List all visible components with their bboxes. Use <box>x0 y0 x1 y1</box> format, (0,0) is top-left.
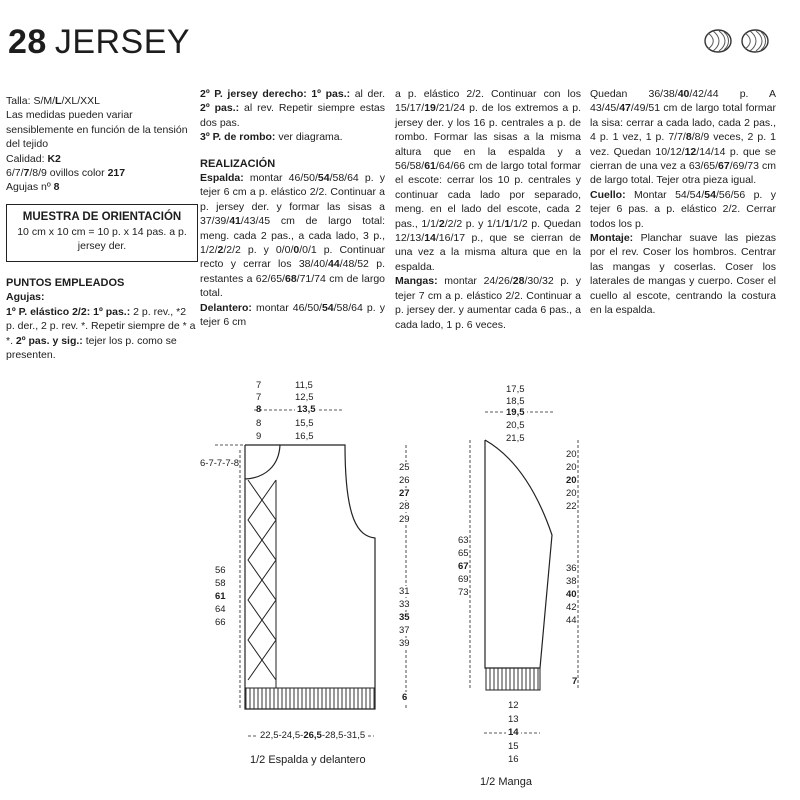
armhole-label: 25 <box>399 462 410 473</box>
stitch-1: 1º P. elástico 2/2: 1º pas.: 2 p. rev., *2 p. der., 2 p. rev. *. Repetir siempre de * a *. 2º pas. y sig.: tejer los p. como se presenten. <box>6 305 196 362</box>
body-length-label: 66 <box>215 617 226 628</box>
stitches-title: PUNTOS EMPLEADOS <box>6 277 125 289</box>
sleeve-cap-label: 20 <box>566 449 577 460</box>
sleeve-side-label: 38 <box>566 576 577 587</box>
shoulder-width-label: 16,5 <box>295 431 314 442</box>
body-width-label: 22,5-24,5-26,5-28,5-31,5 <box>260 730 366 741</box>
neck-depth-label: 6-7-7-7-8 <box>200 458 240 469</box>
sleeve-cap-label: 20 <box>566 488 577 499</box>
stitch-3: 3º P. de rombo: ver diagrama. <box>200 131 343 144</box>
body-length-label: 58 <box>215 578 226 589</box>
sleeve-side-label: 44 <box>566 615 577 626</box>
sleeve-cap-label: 22 <box>566 501 577 512</box>
sleeve-cap-label: 20 <box>566 462 577 473</box>
stitch-2: 2º P. jersey derecho: 1º pas.: al der. 2º pas.: al rev. Repetir siempre estas dos pas. <box>200 88 385 129</box>
sleeve-length-label: 67 <box>458 561 469 572</box>
realizacion-title: REALIZACIÓN <box>200 157 276 170</box>
neck-instructions: Cuello: Montar 54/54/54/56/56 p. y tejer 6 pas. a p. elástico 2/2. Cerrar todos los p. <box>590 188 776 230</box>
sleeve-rib-label: 7 <box>572 676 578 687</box>
rib-height-label: 6 <box>402 692 408 703</box>
sleeve-top-label: 19,5 <box>506 407 525 418</box>
sleeve-top-label: 20,5 <box>506 420 525 431</box>
side-length-label: 35 <box>399 612 410 623</box>
armhole-label: 28 <box>399 501 410 512</box>
sleeve-width-label: 12 <box>508 700 519 711</box>
body-length-label: 61 <box>215 591 226 602</box>
body-length-label: 56 <box>215 565 226 576</box>
gauge-text: 10 cm x 10 cm = 10 p. x 14 pas. a p. jersey der. <box>17 226 187 252</box>
side-length-label: 37 <box>399 625 410 636</box>
sleeve-top-label: 21,5 <box>506 433 525 444</box>
sleeve-side-label: 40 <box>566 589 577 600</box>
sleeve-length-label: 69 <box>458 574 469 585</box>
body-length-label: 64 <box>215 604 226 615</box>
sleeve-caption: 1/2 Manga <box>480 776 532 788</box>
gauge-title: MUESTRA DE ORIENTACIÓN <box>22 211 182 223</box>
back-instructions: Espalda: montar 46/50/54/58/64 p. y tejer 6 cm a p. elástico 2/2. Continuar a p. jersey der. y formar las sisas a 37/39/41/43/45 cm de largo total: meng. cada 2 pas., a cada lado, 3 p., 1/2/2/2/2 p. y 0/0/0/0/1 p. Continuar recto y cerrar los 38/40/44/48/52 p. restantes a 62/65/68/71/74 cm de largo total. <box>200 172 386 300</box>
sleeve-length-label: 63 <box>458 535 469 546</box>
front-instructions-cont: a p. elástico 2/2. Continuar con los 15/17/19/21/24 p. de los extremos a p. jersey der. y los 16 p. centrales a p. de rombo. Formar las sisas a la misma altura que en la espalda y a 56/58/61/64/66 cm de largo total formar el escote: cerrar los 10 p. centrales y continuar cada lado por separado, meng. en el lado del escote, cada 2 pas., 1/1/2/2/2 p. y 1/1/1/1/2 p. Quedan 12/13/14/16/17 p., que se cierran de una vez a la misma altura que en la espalda. <box>395 88 581 273</box>
sleeve-length-label: 65 <box>458 548 469 559</box>
shoulder-width-label: 13,5 <box>297 404 316 415</box>
measure-note: Las medidas pueden variar sensiblemente en función de la tensión del tejido <box>6 109 188 151</box>
shoulder-width-label: 11,5 <box>295 380 313 391</box>
body-rib-band <box>245 688 375 709</box>
sleeve-side-label: 36 <box>566 563 577 574</box>
side-length-label: 33 <box>399 599 410 610</box>
skeins-line: 6/7/7/8/9 ovillos color 217 <box>6 167 126 180</box>
sleeve-width-label: 14 <box>508 727 519 738</box>
neck-width-label: 9 <box>256 431 262 442</box>
shoulder-width-label: 15,5 <box>295 418 314 429</box>
armhole-label: 29 <box>399 514 410 525</box>
sleeve-top-label: 17,5 <box>506 384 525 395</box>
neck-width-label: 8 <box>256 404 262 415</box>
yarn-quality: Calidad: K2 <box>6 152 61 165</box>
side-length-label: 39 <box>399 638 410 649</box>
sleeve-rib-band <box>486 668 540 690</box>
sleeves-instructions-cont: Quedan 36/38/40/42/44 p. A 43/45/47/49/51 cm de largo total formar la sisa: cerrar a cada lado, cada 2 pas., 4 p. 1 vez, 1 p. 7/7/8/8/9 veces, 2 p. 1 vez. Quedan 10/12/12/14/14 p. que se cierran de una vez a 63/65/67/69/73 cm de largo total. Tejer otra pieza igual. <box>590 88 777 187</box>
armhole-label: 26 <box>399 475 410 486</box>
size-line: Talla: S/M/L/XL/XXL <box>6 95 100 107</box>
neck-width-label: 8 <box>256 418 262 429</box>
sleeve-side-label: 42 <box>566 602 577 613</box>
neck-width-label: 7 <box>256 380 262 391</box>
sleeve-top-label: 18,5 <box>506 396 525 407</box>
shoulder-width-label: 12,5 <box>295 392 314 403</box>
pattern-name: JERSEY <box>54 23 191 61</box>
front-instructions: Delantero: montar 46/50/54/58/64 p. y tejer 6 cm <box>200 301 385 329</box>
body-caption: 1/2 Espalda y delantero <box>250 754 366 766</box>
sleeve-cap-label: 20 <box>566 475 577 486</box>
sleeve-width-label: 13 <box>508 714 519 725</box>
neck-width-label: 7 <box>256 392 262 403</box>
sleeve-outline <box>485 440 552 668</box>
needles-subtitle: Agujas: <box>6 291 45 304</box>
needles-line: Agujas nº 8 <box>6 181 60 194</box>
pattern-number: 28 <box>8 23 47 61</box>
sleeve-width-label: 15 <box>508 741 519 752</box>
diamond-pattern <box>248 480 276 688</box>
sleeves-instructions: Mangas: montar 24/26/28/30/32 p. y tejer 7 cm a p. elástico 2/2. Continuar a p. jersey der. y aumentar cada 6 pas., a cada lado, 1 p. 6 veces. <box>395 275 581 331</box>
side-length-label: 31 <box>399 586 410 597</box>
sleeve-length-label: 73 <box>458 587 469 598</box>
assembly-instructions: Montaje: Planchar suave las piezas por el rev. Coser los hombros. Centrar las mangas y coserlas. Coser los laterales de mangas y cuerpo. Coser el cuello al escote, centrando la costura en la espalda. <box>590 232 776 317</box>
armhole-label: 27 <box>399 488 410 499</box>
sleeve-width-label: 16 <box>508 754 519 765</box>
